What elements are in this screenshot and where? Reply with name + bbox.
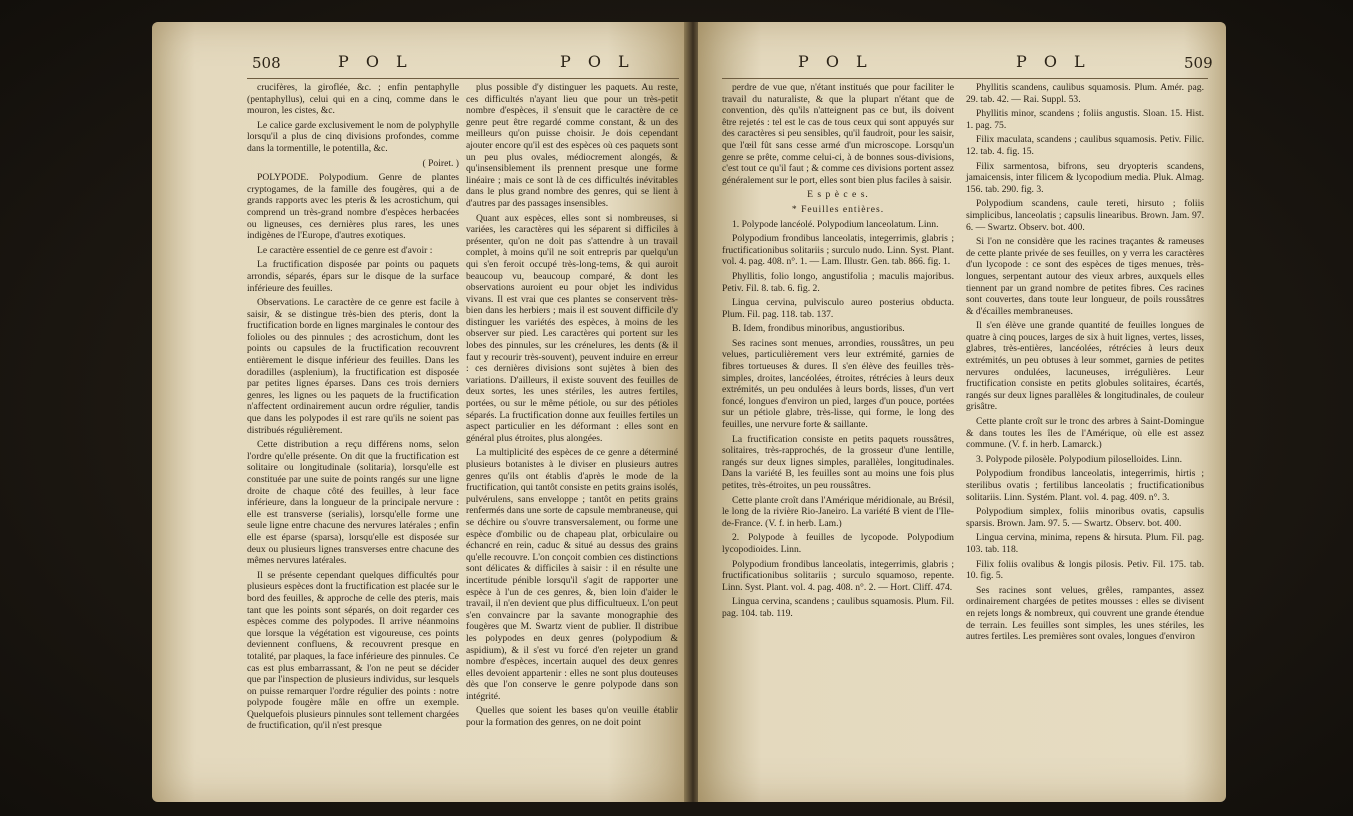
paragraph: Le caractère essentiel de ce genre est d'avoir : (257, 244, 433, 256)
left-header-rule (247, 78, 679, 79)
paragraph: Il se présente cependant quelques difficultés pour plusieurs espèces dont la fructification est placée sur le bord des feuilles, & approche de celle des pteris, mais tant que les points sont séparés, on doit regarder ces espèces comme des polypodes. Il arrive néanmoins que lorsque la végétation est vigoureuse, ces points deviennent confluens, & recouvrent presque en totalité, par plaques, la face inférieure des pinnules. Ce cas est plus embarrassant, & l'on ne peut se décider que par l'inspection de plusieurs individus, sur lesquels on puisse remarquer l'ordre régulier des points : notre polypode fougère mâle en offre un exemple. Quelquefois plusieurs pinnules sont tellement chargées de fructification, qu'il n'est presque (247, 569, 459, 732)
paragraph: Lingua cervina, minima, repens & hirsuta. Plum. Fil. pag. 103. tab. 118. (966, 532, 1204, 555)
paragraph: Observations. Le caractère de ce genre est facile à saisir, & se distingue très-bien des pteris, dont la fructification borde en lignes marginales le contour des folioles ou des pinnules ; des acrostichum, dont les points ou capsules de la fructification recouvrent entièrement le disque inférieur des feuilles. Dans les doradilles (asplenium), la fructification est disposée par petites lignes éparses. Dans ces trois derniers genres, les lignes ou les paquets de la fructification n'affectent ordinairement aucun ordre régulier, tandis que dans les polypodes il est rare qu'ils ne soient pas distribués régulièrement. (247, 297, 459, 436)
paragraph: perdre de vue que, n'étant institués que pour faciliter le travail du naturaliste, & que la plupart n'étant que de convention, dès qu'ils n'atteignent pas ce but, ils doivent être rejetés : tel est le cas de tous ceux qui sont appuyés sur des caractères si peu sensibles, qu'il faudroit, pour les saisir, que l'œil fût sans cesse armé d'un microscope. Lorsqu'un genre se prête, comme celui-ci, à de bonnes sous-divisions, c'est tout ce qu'il faut ; & comme ces divisions portent assez généralement sur le port, elles sont bien plus faciles à saisir. (722, 82, 954, 186)
paragraph: 1. Polypode lancéolé. Polypodium lanceolatum. Linn. (732, 218, 939, 230)
paragraph: Phyllitis scandens, caulibus squamosis. Plum. Amér. pag. 29. tab. 42. — Rai. Suppl. 53. (966, 82, 1204, 105)
right-column-1 (722, 82, 954, 623)
paragraph: POLYPODE. Polypodium. Genre de plantes cryptogames, de la famille des fougères, qui a de grands rapports avec les pteris & les acrostichum, qui comprend un très-grand nombre d'espèces herbacées ou ligneuses, ces dernières plus rares, les unes indigènes de l'Europe, d'autres exotiques. (247, 172, 459, 242)
paragraph: Ses racines sont menues, arrondies, roussâtres, un peu velues, particulièrement vers leur extrémité, garnies de fibres tortueuses & dures. Il s'en élève des feuilles très-simples, droites, lancéolées, étroites, rétrécies à leurs deux extrémités, un peu ondulées à leurs bords, lisses, d'un vert foncé, longues d'environ un pied, larges d'un pouce, portées sur un pétiole glabre, très-lisse, qui forme, le long des feuilles, une nervure forte & saillante. (722, 337, 954, 431)
paragraph: Lingua cervina, scandens ; caulibus squamosis. Plum. Fil. pag. 104. tab. 119. (722, 596, 954, 619)
paragraph: La multiplicité des espèces de ce genre a déterminé plusieurs botanistes à le diviser en plusieurs autres genres qu'ils ont établis d'après le mode de la fructification, qui tantôt consiste en petits grains isolés, pulvérulens, sans enveloppe ; tantôt en petits grains renfermés dans une sorte de capsule membraneuse, qui se déchire ou s'ouvre transversalement, ou forme une espèce d'ombilic ou de chapeau plat, orbiculaire ou échancré en rein, caduc & situé au dessus des grains qu'elle recouvre. L'on conçoit combien ces distinctions sont délicates & difficiles à saisir : il en résulte une incertitude pénible lorsqu'il s'agit de rapporter une espèce à l'un de ces genres, &, bien loin d'aider le travail, il n'en devient que plus difficultueux. L'on peut s'en convaincre par la savante monographie des fougères que M. Swartz vient de publier. Il distribue les polypodes en deux genres (polypodium & aspidium), & il s'est vu forcé d'en rejeter un grand nombre d'espèces, incertain auquel des deux genres elles devoient appartenir : elles ne sont plus douteuses dès que l'on conserve le genre polypode dans son intégrité. (466, 447, 678, 702)
paragraph: Quant aux espèces, elles sont si nombreuses, si variées, les caractères qui les séparent si difficiles à présenter, qu'on ne doit pas s'attendre à un travail complet, à moins qu'il ne soit entrepris par quelqu'un qui s'en feroit occupé très-long-tems, & qui auroit beaucoup vu, beaucoup comparé, & dont les observations auroient eu pour objet les individus vivans. Il est vrai que ces plantes se conservent très-bien dans les herbiers ; mais il est souvent difficile d'y distinguer les variétés des espèces, à moins de les observer sur pied. Les caractères qui portent sur les lobes des pinnules, sur les crénelures, les dents (& il faut y recourir très-souvent), peuvent induire en erreur : ces dernières divisions sont sujètes à bien des variations. D'ailleurs, il existe souvent des feuilles de deux sortes, les unes stériles, les autres fertiles, portées, ou sur le même pétiole, ou sur des pétioles séparés. La fructification donne aux feuilles fertiles un aspect particulier en les déformant : elles sont en général plus étroites, plus alongées. (466, 212, 678, 444)
paragraph: Cette plante croît dans l'Amérique méridionale, au Brésil, le long de la rivière Rio-Janeiro. La variété B vient de l'Ile-de-France. (V. f. in herb. Lam.) (722, 494, 954, 529)
paragraph: La fructification consiste en petits paquets roussâtres, solitaires, très-rapprochés, de la grosseur d'une lentille, rangés sur deux lignes simples, parallèles, longitudinales. Dans la variété B, les feuilles sont au moins une fois plus petites, très-étroites, un peu roussâtres. (722, 433, 954, 491)
right-column-2 (966, 82, 1204, 646)
left-running-head-2: P O L (560, 52, 635, 71)
paragraph: Lingua cervina, pulvisculo aureo posterius obducta. Plum. Fil. pag. 118. tab. 137. (722, 297, 954, 320)
paragraph: Il s'en élève une grande quantité de feuilles longues de quatre à cinq pouces, larges de six à huit lignes, vertes, lisses, glabres, très-entières, lancéolées, rétrécies à leurs deux extrémités, un peu obtuses à leur sommet, garnies de petites nervures ondulées, lacuneuses, irrégulières. Leur fructification consiste en petits globules solitaires, écartés, rangés sur deux lignes parallèles & longitudinales, de couleur grisâtre. (966, 320, 1204, 413)
right-running-head-2: P O L (1016, 52, 1091, 71)
paragraph: crucifères, la giroflée, &c. ; enfin pentaphylle (pentaphyllus), celui qui en a cinq, comme dans le mouron, les cistes, &c. (247, 82, 459, 117)
paragraph: Polypodium frondibus lanceolatis, integerrimis, glabris ; fructificationibus solitariis ; surculo squamoso, repente. Linn. Syst. Plant. vol. 4. pag. 408. n°. 2. — Hort. Cliff. 474. (722, 558, 954, 593)
paragraph: Polypodium simplex, foliis minoribus ovatis, capsulis sparsis. Brown. Jam. 97. 5. — Swartz. Observ. bot. 400. (966, 506, 1204, 529)
paragraph: Polypodium scandens, caule tereti, hirsuto ; foliis simplicibus, lanceolatis ; capsulis linearibus. Brown. Jam. 97. 6. — Swartz. Observ. bot. 400. (966, 198, 1204, 233)
paragraph: Phyllitis, folio longo, angustifolia ; maculis majoribus. Petiv. Fil. 8. tab. 6. fig. 2. (722, 270, 954, 294)
paragraph: Cette plante croît sur le tronc des arbres à Saint-Domingue & dans toutes les îles de l'Amérique, où elle est assez commune. (V. f. in herb. Lamarck.) (966, 416, 1204, 451)
right-running-head-1: P O L (798, 52, 873, 71)
paragraph: Filix sarmentosa, bifrons, seu dryopteris scandens, jamaicensis, inter filicem & lycopodium media. Pluk. Almag. 156. tab. 290. fig. 3. (966, 160, 1204, 195)
paragraph: Quelles que soient les bases qu'on veuille établir pour la formation des genres, on ne doit point (466, 705, 678, 729)
paragraph: plus possible d'y distinguer les paquets. Au reste, ces difficultés n'ayant lieu que pour un très-petit nombre d'espèces, il s'ensuit que le caractère de ce genre peut être regardé comme constant, & un des meilleurs qu'on puisse choisir. Je dois cependant ajouter encore qu'il est des espèces où ces paquets sont un peu plus ovales, médiocrement alongés, & qu'insensiblement ils prennent presque une forme linéaire ; mais ce sont là de ces difficultés inévitables dans le plus grand nombre des genres, qui se lient à d'autres par des passages insensibles. (466, 82, 678, 209)
right-header-rule (722, 78, 1208, 79)
paragraph: 2. Polypode à feuilles de lycopode. Polypodium lycopodioides. Linn. (722, 532, 954, 555)
right-page (698, 22, 1226, 802)
paragraph: Filix maculata, scandens ; caulibus squamosis. Petiv. Filic. 12. tab. 4. fig. 15. (966, 134, 1204, 157)
paragraph: Phyllitis minor, scandens ; foliis angustis. Sloan. 15. Hist. 1. pag. 75. (966, 108, 1204, 131)
paragraph: Filix foliis ovalibus & longis pilosis. Petiv. Fil. 175. tab. 10. fig. 5. (966, 558, 1204, 582)
left-page (152, 22, 688, 802)
left-column-2 (466, 82, 678, 732)
paragraph: Cette distribution a reçu différens noms, selon l'ordre qu'elle présente. On dit que la fructification est solitaire ou longitudinale (solitaria), lorsqu'elle est constituée par une suite de points rangés sur une ligne droite de chaque côté des feuilles, à leur face inférieure, dans la longueur de la principale nervure : elle est transverse (serialis), lorsqu'elle forme une seule ligne entre chacune des nervures latérales ; enfin elle est éparse (sparsa), lorsqu'elle est disposée sur deux ou plusieurs lignes transverses entre chacune des mêmes nervures latérales. (247, 439, 459, 567)
paragraph: Polypodium frondibus lanceolatis, integerrimis, glabris ; fructificationibus solitariis ; surculo nudo. Linn. Syst. Plant. vol. 4. pag. 408. n°. 1. — Lam. Illustr. Gen. tab. 866. fig. 1. (722, 233, 954, 268)
paragraph: Si l'on ne considère que les racines traçantes & rameuses de cette plante privée de ses feuilles, on y verra les caractères d'un lycopode : ce sont des espèces de tiges menues, très-longues, serpentant autour des vieux arbres, auxquels elles tiennent par un grand nombre de petites fibres. Ces racines sont couvertes, dans toute leur longueur, de poils roussâtres & d'écailles membraneuses. (966, 236, 1204, 317)
left-page-number: 508 (252, 54, 281, 72)
left-column-1 (247, 82, 459, 735)
paragraph: * Feuilles entières. (791, 203, 885, 215)
paragraph: Le calice garde exclusivement le nom de polyphylle lorsqu'il a plus de cinq divisions profondes, comme dans la tormentille, le potentilla, &c. (247, 119, 459, 154)
paragraph: Polypodium frondibus lanceolatis, integerrimis, hirtis ; sterilibus ovatis ; fertilibus lanceolatis ; fructificationibus solitariis. Linn. Systém. Plant. vol. 4. pag. 409. n°. 3. (966, 468, 1204, 503)
paragraph: La fructification disposée par points ou paquets arrondis, séparés, épars sur le disque de la surface inférieure des feuilles. (247, 259, 459, 294)
paragraph: Ses racines sont velues, grêles, rampantes, assez ordinairement chargées de petites mousses : elles se divisent en rejets longs & nombreux, qui couvrent une grande étendue de terrain. Les feuilles sont simples, les unes stériles, les autres fertiles. Les premières sont ovales, longues d'environ (966, 584, 1204, 643)
paragraph: 3. Polypode pilosèle. Polypodium piloselloides. Linn. (976, 453, 1182, 465)
left-running-head-1: P O L (338, 52, 413, 71)
paragraph: B. Idem, frondibus minoribus, angustioribus. (732, 323, 905, 335)
paragraph: E s p è c e s. (807, 189, 869, 201)
right-page-number: 509 (1184, 54, 1213, 72)
paragraph: ( Poiret. ) (422, 157, 459, 169)
